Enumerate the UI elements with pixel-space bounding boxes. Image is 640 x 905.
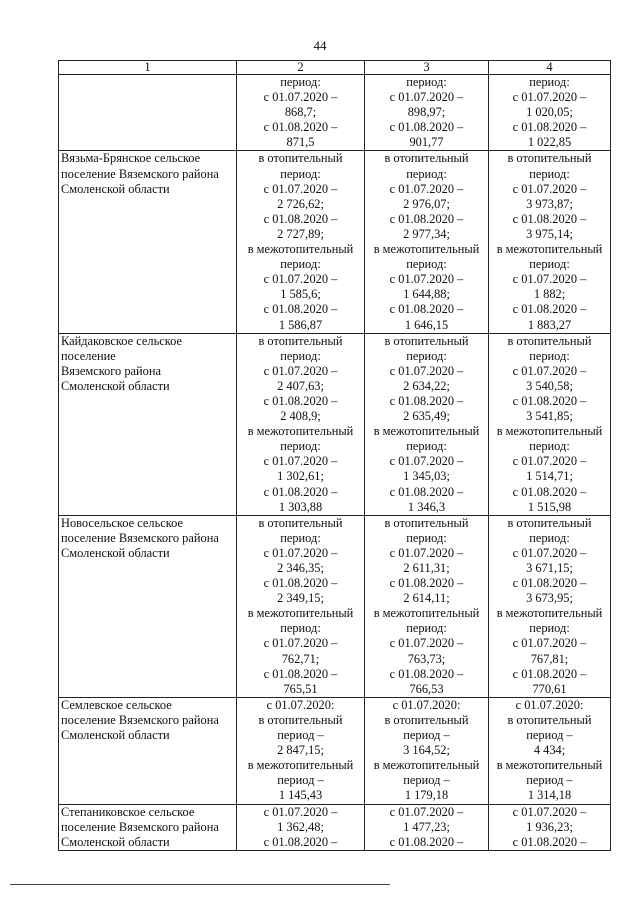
- cell-line: 767,81;: [530, 651, 569, 666]
- cell-line: Смоленской области: [61, 834, 170, 849]
- value-cell-col2: [237, 804, 365, 850]
- cell-line: с 01.07.2020:: [266, 697, 335, 712]
- column-header-4: 4: [489, 61, 611, 75]
- settlement-name-cell: [59, 515, 237, 697]
- cell-line: 1 346,3: [407, 499, 446, 514]
- cell-line: 1 646,15: [404, 317, 449, 332]
- cell-line: с 01.07.2020 –: [512, 804, 587, 819]
- cell-line: поселение: [61, 348, 116, 363]
- cell-line: 1 303,88: [278, 499, 323, 514]
- cell-line: период:: [529, 348, 570, 363]
- value-cell-col2: [237, 697, 365, 804]
- cell-line: 765,51: [283, 681, 318, 696]
- cell-line: с 01.08.2020 –: [263, 302, 338, 317]
- cell-line: 2 407,63;: [277, 378, 324, 393]
- cell-line: с 01.08.2020 –: [512, 120, 587, 135]
- cell-line: с 01.07.2020 –: [263, 636, 338, 651]
- cell-line: с 01.07.2020:: [515, 697, 584, 712]
- cell-line: с 01.07.2020 –: [389, 804, 464, 819]
- cell-line: период –: [526, 773, 573, 788]
- cell-line: 1 644,88;: [403, 287, 450, 302]
- cell-line: 1 022,85: [527, 135, 572, 150]
- cell-line: период –: [403, 773, 450, 788]
- cell-line: 3 540,58;: [526, 378, 573, 393]
- cell-line: с 01.07.2020 –: [389, 636, 464, 651]
- cell-line: в межотопительный: [496, 242, 603, 257]
- cell-line: 2 847,15;: [277, 743, 324, 758]
- cell-line: 1 882;: [533, 287, 566, 302]
- cell-line: в отопительный: [258, 712, 343, 727]
- cell-line: в межотопительный: [496, 606, 603, 621]
- cell-line: с 01.08.2020 –: [512, 576, 587, 591]
- cell-line: Смоленской области: [61, 181, 170, 196]
- value-cell-col4: [489, 151, 611, 333]
- cell-line: период –: [277, 773, 324, 788]
- cell-line: 3 973,87;: [526, 196, 573, 211]
- cell-line: 2 977,34;: [403, 226, 450, 241]
- cell-line: в отопительный: [258, 515, 343, 530]
- cell-line: в межотопительный: [247, 606, 354, 621]
- cell-line: с 01.08.2020 –: [512, 834, 587, 849]
- cell-line: в межотопительный: [247, 242, 354, 257]
- cell-line: период –: [277, 728, 324, 743]
- cell-line: с 01.07.2020 –: [389, 90, 464, 105]
- value-cell-col4: [489, 697, 611, 804]
- cell-line: период:: [280, 348, 321, 363]
- cell-line: период –: [526, 728, 573, 743]
- cell-line: с 01.07.2020 –: [389, 545, 464, 560]
- cell-line: в межотопительный: [373, 242, 480, 257]
- cell-line: с 01.08.2020 –: [512, 393, 587, 408]
- cell-line: 1 302,61;: [277, 469, 324, 484]
- cell-line: 898,97;: [407, 105, 446, 120]
- table-row: [59, 151, 611, 333]
- cell-line: 762,71;: [281, 651, 320, 666]
- cell-line: период:: [406, 530, 447, 545]
- cell-line: 2 614,11;: [403, 591, 450, 606]
- cell-line: 2 349,15;: [277, 591, 324, 606]
- cell-line: период:: [529, 621, 570, 636]
- cell-line: с 01.08.2020 –: [263, 393, 338, 408]
- cell-line: 1 477,23;: [403, 819, 450, 834]
- cell-line: период:: [529, 166, 570, 181]
- cell-line: Новосельское сельское: [61, 515, 183, 530]
- cell-line: с 01.07.2020 –: [512, 636, 587, 651]
- cell-line: Семлевское сельское: [61, 697, 172, 712]
- cell-line: с 01.08.2020 –: [263, 834, 338, 849]
- cell-line: в отопительный: [507, 333, 592, 348]
- cell-line: 4 434;: [533, 743, 566, 758]
- cell-line: с 01.08.2020 –: [263, 120, 338, 135]
- cell-line: с 01.07.2020 –: [512, 272, 587, 287]
- cell-line: Степаниковское сельское: [61, 804, 195, 819]
- cell-line: период:: [406, 166, 447, 181]
- cell-line: в отопительный: [384, 333, 469, 348]
- cell-line: в межотопительный: [247, 758, 354, 773]
- cell-line: Смоленской области: [61, 728, 170, 743]
- cell-line: с 01.08.2020 –: [512, 211, 587, 226]
- cell-line: 901,77: [409, 135, 444, 150]
- cell-line: в отопительный: [384, 151, 469, 166]
- cell-line: с 01.07.2020 –: [512, 90, 587, 105]
- cell-line: период:: [529, 75, 570, 89]
- value-cell-col3: [365, 515, 489, 697]
- cell-line: с 01.08.2020 –: [263, 484, 338, 499]
- cell-line: 1 314,18: [527, 788, 572, 803]
- cell-line: с 01.07.2020 –: [263, 804, 338, 819]
- cell-line: в межотопительный: [373, 758, 480, 773]
- cell-line: в межотопительный: [373, 606, 480, 621]
- cell-line: 1 936,23;: [526, 819, 573, 834]
- cell-line: 1 362,48;: [277, 819, 324, 834]
- cell-line: период:: [280, 75, 321, 89]
- cell-line: Вязьма-Брянское сельское: [61, 151, 201, 166]
- cell-line: 770,61: [532, 681, 567, 696]
- cell-line: с 01.08.2020 –: [263, 211, 338, 226]
- cell-line: поселение Вяземского района: [61, 530, 219, 545]
- cell-line: с 01.07.2020 –: [389, 272, 464, 287]
- cell-line: с 01.07.2020 –: [512, 454, 587, 469]
- cell-line: с 01.07.2020 –: [512, 363, 587, 378]
- cell-line: 1 883,27: [527, 317, 572, 332]
- cell-line: 871,5: [286, 135, 315, 150]
- cell-line: с 01.08.2020 –: [389, 120, 464, 135]
- cell-line: период:: [529, 257, 570, 272]
- value-cell-col4: [489, 333, 611, 515]
- settlement-name-cell: [59, 333, 237, 515]
- settlement-name-cell: [59, 697, 237, 804]
- cell-line: в отопительный: [507, 712, 592, 727]
- cell-line: поселение Вяземского района: [61, 819, 219, 834]
- cell-line: с 01.08.2020 –: [389, 834, 464, 849]
- value-cell-col4: [489, 804, 611, 850]
- value-cell-col4: [489, 515, 611, 697]
- cell-line: с 01.08.2020 –: [263, 576, 338, 591]
- cell-line: поселение Вяземского района: [61, 166, 219, 181]
- cell-line: с 01.08.2020 –: [389, 576, 464, 591]
- cell-line: с 01.07.2020 –: [389, 454, 464, 469]
- cell-line: 2 408,9;: [280, 409, 321, 424]
- cell-line: в межотопительный: [247, 424, 354, 439]
- table-row: [59, 333, 611, 515]
- value-cell-col3: [365, 333, 489, 515]
- cell-line: период:: [406, 348, 447, 363]
- cell-line: поселение Вяземского района: [61, 712, 219, 727]
- cell-line: 1 345,03;: [403, 469, 450, 484]
- cell-line: в отопительный: [384, 515, 469, 530]
- cell-line: 2 727,89;: [277, 226, 324, 241]
- cell-line: в межотопительный: [496, 758, 603, 773]
- cell-line: период:: [529, 439, 570, 454]
- value-cell-col2: [237, 515, 365, 697]
- value-cell-col2: [237, 151, 365, 333]
- table-row: [59, 697, 611, 804]
- cell-line: с 01.07.2020 –: [263, 545, 338, 560]
- settlement-name-cell: [59, 804, 237, 850]
- page-number: 44: [313, 38, 327, 53]
- tariff-table: [58, 60, 611, 851]
- cell-line: 2 635,49;: [403, 409, 450, 424]
- cell-line: в отопительный: [507, 151, 592, 166]
- cell-line: с 01.08.2020 –: [263, 666, 338, 681]
- cell-line: Смоленской области: [61, 545, 170, 560]
- settlement-name-cell: [59, 151, 237, 333]
- column-header-2: 2: [237, 61, 365, 75]
- cell-line: 1 179,18: [404, 788, 449, 803]
- cell-line: с 01.08.2020 –: [389, 484, 464, 499]
- settlement-name-cell: [59, 75, 237, 151]
- cell-line: период:: [406, 439, 447, 454]
- cell-line: с 01.08.2020 –: [389, 302, 464, 317]
- cell-line: 3 975,14;: [526, 226, 573, 241]
- value-cell-col3: [365, 804, 489, 850]
- cell-line: 766,53: [409, 681, 444, 696]
- cell-line: в отопительный: [507, 515, 592, 530]
- cell-line: период:: [529, 530, 570, 545]
- bottom-rule: [10, 884, 390, 885]
- cell-line: 763,73;: [407, 651, 446, 666]
- cell-line: период:: [406, 621, 447, 636]
- cell-line: период:: [406, 75, 447, 89]
- cell-line: с 01.07.2020 –: [512, 545, 587, 560]
- cell-line: с 01.08.2020 –: [512, 666, 587, 681]
- value-cell-col3: [365, 151, 489, 333]
- cell-line: 3 164,52;: [403, 743, 450, 758]
- cell-line: 1 515,98: [527, 499, 572, 514]
- cell-line: 2 346,35;: [277, 561, 324, 575]
- cell-line: Кайдаковское сельское: [61, 333, 182, 348]
- cell-line: 1 586,87: [278, 317, 323, 332]
- cell-line: период:: [280, 439, 321, 454]
- cell-line: в отопительный: [258, 333, 343, 348]
- table-body: [59, 75, 611, 851]
- cell-line: 1 585,6;: [280, 287, 321, 302]
- cell-line: с 01.07.2020 –: [389, 181, 464, 196]
- cell-line: Смоленской области: [61, 378, 170, 393]
- cell-line: 3 673,95;: [526, 591, 573, 606]
- value-cell-col3: [365, 75, 489, 151]
- cell-line: 3 671,15;: [526, 561, 573, 575]
- table-header-row: [59, 61, 611, 75]
- table-row: [59, 75, 611, 151]
- cell-line: с 01.07.2020 –: [263, 272, 338, 287]
- cell-line: 2 976,07;: [403, 196, 450, 211]
- column-header-1: 1: [59, 61, 237, 75]
- value-cell-col2: [237, 333, 365, 515]
- cell-line: с 01.07.2020 –: [263, 90, 338, 105]
- cell-line: с 01.07.2020 –: [263, 181, 338, 196]
- cell-line: в отопительный: [258, 151, 343, 166]
- cell-line: 868,7;: [284, 105, 317, 120]
- cell-line: период:: [280, 621, 321, 636]
- cell-line: в межотопительный: [373, 424, 480, 439]
- cell-line: с 01.07.2020:: [392, 697, 461, 712]
- cell-line: 1 020,05;: [526, 105, 573, 120]
- cell-line: 2 611,31;: [403, 561, 450, 575]
- cell-line: с 01.07.2020 –: [263, 363, 338, 378]
- cell-line: период:: [280, 257, 321, 272]
- column-header-3: 3: [365, 61, 489, 75]
- cell-line: период:: [280, 166, 321, 181]
- cell-line: с 01.08.2020 –: [512, 302, 587, 317]
- value-cell-col3: [365, 697, 489, 804]
- value-cell-col2: [237, 75, 365, 151]
- cell-line: с 01.08.2020 –: [512, 484, 587, 499]
- cell-line: период:: [406, 257, 447, 272]
- cell-line: с 01.07.2020 –: [263, 454, 338, 469]
- cell-line: с 01.07.2020 –: [389, 363, 464, 378]
- table-row: [59, 515, 611, 697]
- cell-line: с 01.08.2020 –: [389, 666, 464, 681]
- cell-line: Вяземского района: [61, 363, 162, 378]
- cell-line: 2 634,22;: [403, 378, 450, 393]
- cell-line: период:: [280, 530, 321, 545]
- table-row: [59, 804, 611, 850]
- cell-line: период –: [403, 728, 450, 743]
- value-cell-col4: [489, 75, 611, 151]
- cell-line: в отопительный: [384, 712, 469, 727]
- cell-line: 3 541,85;: [526, 409, 573, 424]
- cell-line: 2 726,62;: [277, 196, 324, 211]
- cell-line: 1 145,43: [278, 788, 323, 803]
- cell-line: 1 514,71;: [526, 469, 573, 484]
- cell-line: с 01.07.2020 –: [512, 181, 587, 196]
- cell-line: в межотопительный: [496, 424, 603, 439]
- cell-line: с 01.08.2020 –: [389, 393, 464, 408]
- cell-line: с 01.08.2020 –: [389, 211, 464, 226]
